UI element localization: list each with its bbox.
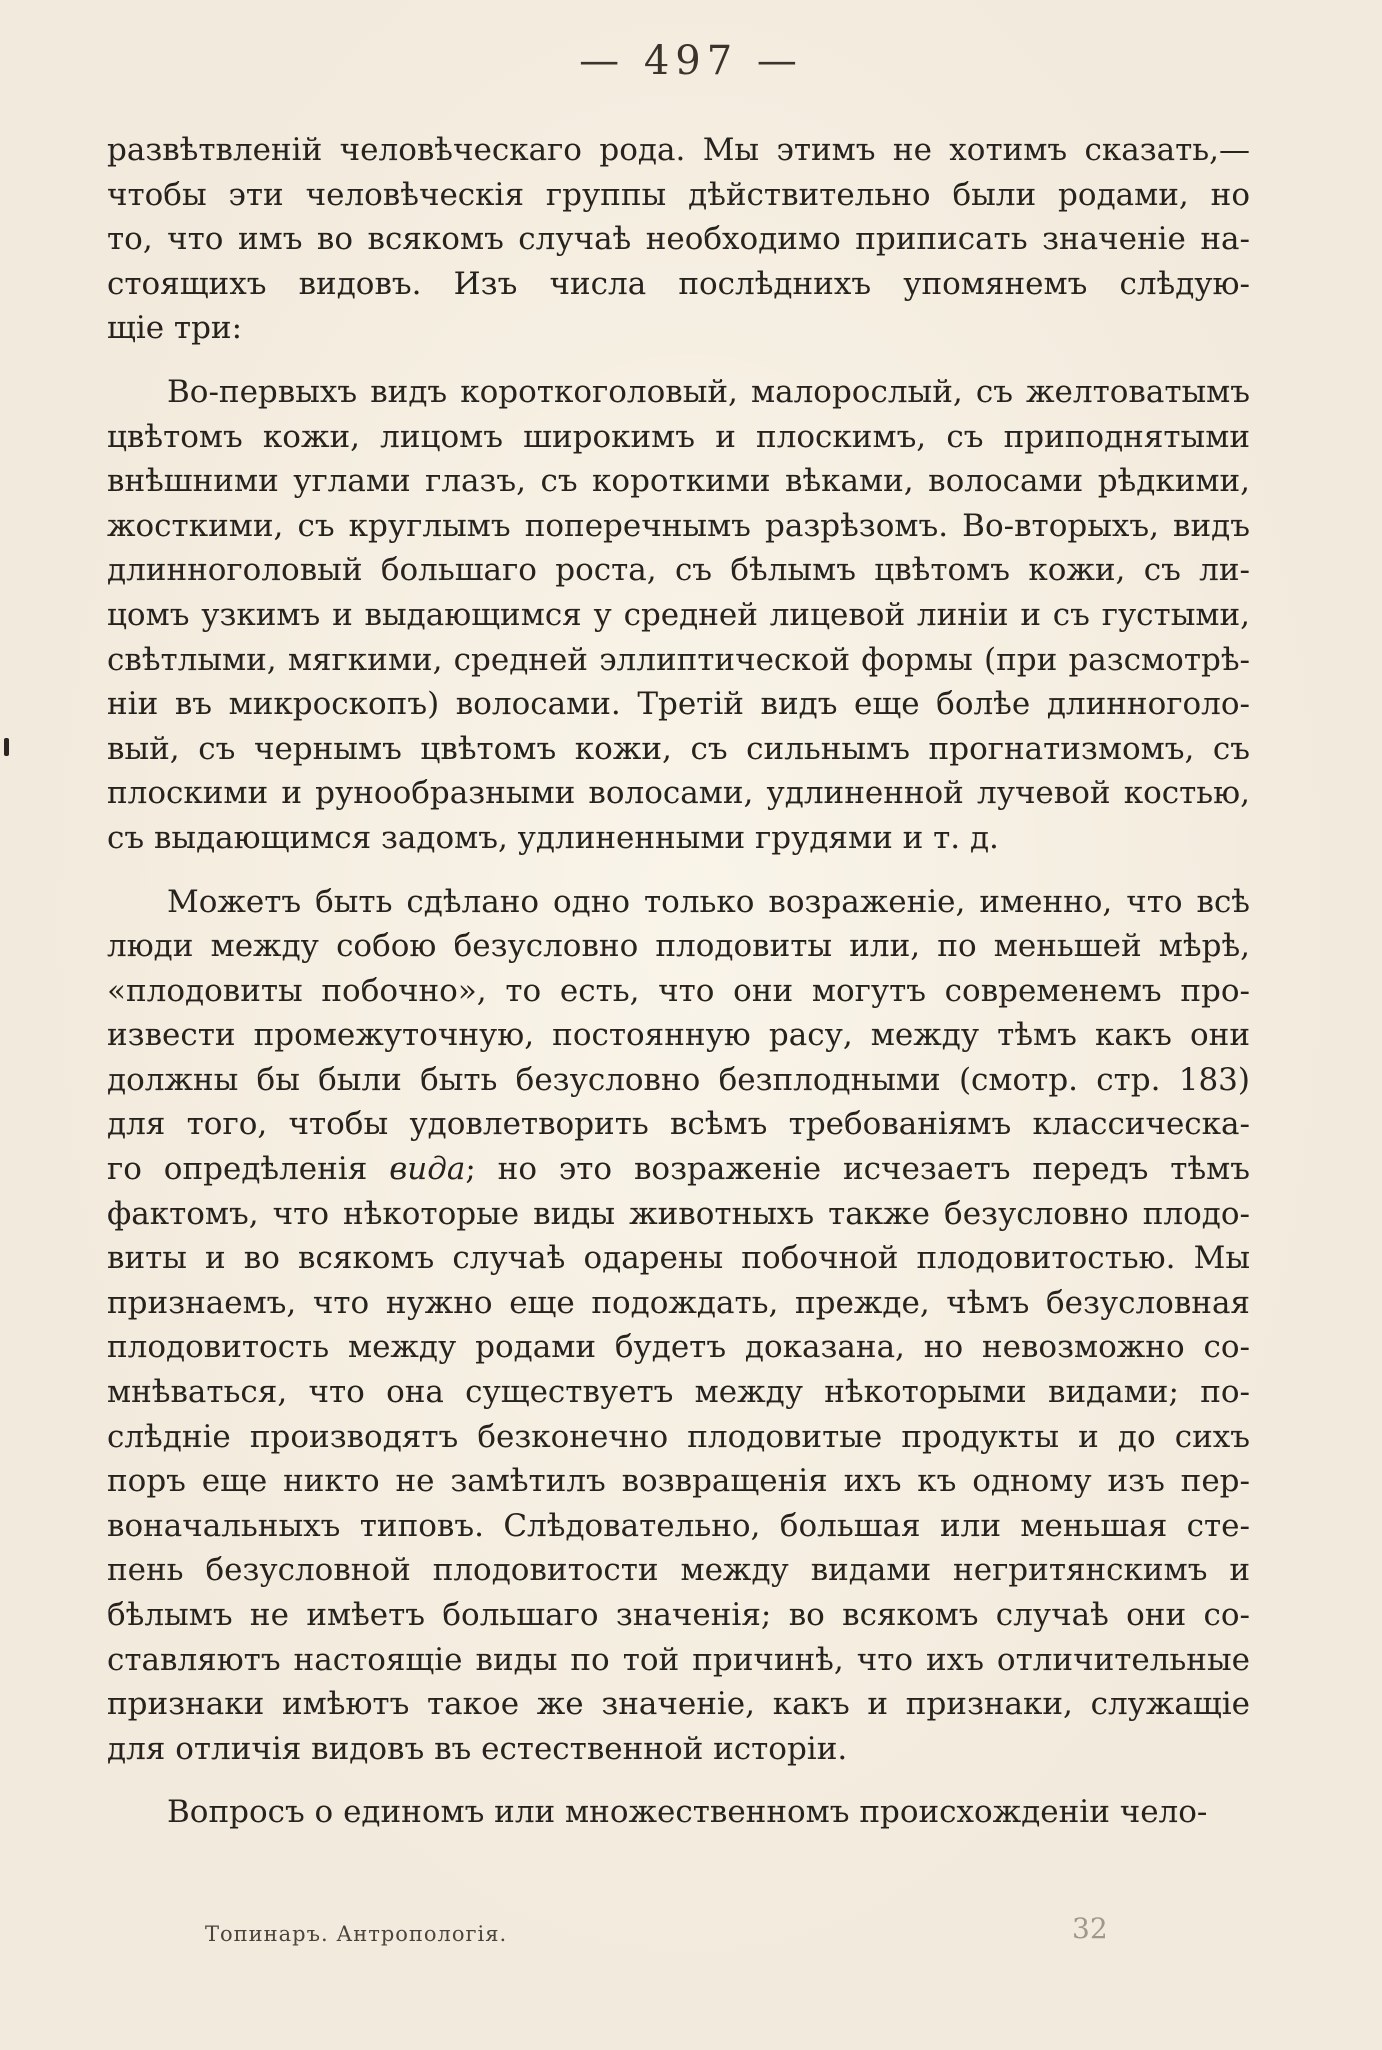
text-line: длинноголовый большаго роста, съ бѣлымъ цвѣтомъ кожи, съ ли- bbox=[107, 552, 1250, 589]
page-number: — 497 — bbox=[579, 38, 803, 84]
text-line: ставляютъ настоящіе виды по той причинѣ, что ихъ отличительные bbox=[107, 1641, 1250, 1678]
text-line: внѣшними углами глазъ, съ короткими вѣками, волосами рѣдкими, bbox=[107, 463, 1250, 500]
signature-mark: 32 bbox=[1072, 1912, 1108, 1945]
text-line: извести промежуточную, постоянную расу, между тѣмъ какъ они bbox=[107, 1017, 1250, 1054]
text-line: жосткими, съ круглымъ поперечнымъ разрѣзомъ. Во-вторыхъ, видъ bbox=[107, 507, 1250, 544]
text-line: Вопросъ о единомъ или множественномъ происхожденіи чело- bbox=[167, 1794, 1208, 1831]
text-line: «плодовиты побочно», то есть, что они могутъ современемъ про- bbox=[107, 972, 1250, 1009]
text-line: свѣтлыми, мягкими, средней эллиптической формы (при разсмотрѣ- bbox=[107, 641, 1250, 678]
text-line: для отличія видовъ въ естественной исторіи. bbox=[107, 1730, 848, 1767]
text-line: плодовитость между родами будетъ доказана, но невозможно со- bbox=[107, 1329, 1250, 1366]
text-line: должны бы были быть безусловно безплодными (смотр. стр. 183) bbox=[107, 1061, 1250, 1098]
text-line: цвѣтомъ кожи, лицомъ широкимъ и плоскимъ, съ приподнятыми bbox=[107, 418, 1250, 455]
running-footer: Топинаръ. Антропологія. bbox=[205, 1922, 508, 1946]
text-line: признаемъ, что нужно еще подождать, прежде, чѣмъ безусловная bbox=[107, 1284, 1250, 1321]
text-line: Во-первыхъ видъ короткоголовый, малорослый, съ желтоватымъ bbox=[167, 373, 1250, 410]
text-line: поръ еще никто не замѣтилъ возвращенія ихъ къ одному изъ пер- bbox=[107, 1463, 1250, 1500]
text-line: то, что имъ во всякомъ случаѣ необходимо приписать значеніе на- bbox=[107, 221, 1250, 258]
text-line: мнѣваться, что она существуетъ между нѣкоторыми видами; по- bbox=[107, 1374, 1250, 1411]
paragraph bbox=[107, 1790, 1250, 1835]
text-line: щіе три: bbox=[107, 310, 243, 347]
text-line: плоскими и рунообразными волосами, удлиненной лучевой костью, bbox=[107, 775, 1250, 812]
paragraph bbox=[107, 128, 1250, 351]
paragraph bbox=[107, 370, 1250, 861]
text-line: вый, съ чернымъ цвѣтомъ кожи, съ сильнымъ прогнатизмомъ, съ bbox=[107, 730, 1250, 767]
text-line: чтобы эти человѣческія группы дѣйствительно были родами, но bbox=[107, 176, 1250, 213]
text-line: цомъ узкимъ и выдающимся у средней лицевой линіи и съ густыми, bbox=[107, 596, 1250, 633]
text-line: виты и во всякомъ случаѣ одарены побочной плодовитостью. Мы bbox=[107, 1240, 1250, 1277]
text-line: развѣтвленій человѣческаго рода. Мы этимъ не хотимъ сказать,— bbox=[107, 132, 1250, 168]
text-line: бѣлымъ не имѣетъ большаго значенія; во всякомъ случаѣ они со- bbox=[107, 1597, 1250, 1633]
text-line: воначальныхъ типовъ. Слѣдовательно, большая или меньшая сте- bbox=[107, 1507, 1250, 1544]
margin-speck bbox=[4, 738, 9, 756]
text-line: люди между собою безусловно плодовиты или, по меньшей мѣрѣ, bbox=[107, 928, 1250, 965]
body-text bbox=[107, 128, 1250, 1835]
text-line: стоящихъ видовъ. Изъ числа послѣднихъ упомянемъ слѣдую- bbox=[107, 265, 1250, 302]
text-line: съ выдающимся задомъ, удлиненными грудями и т. д. bbox=[107, 819, 999, 856]
text-line: пень безусловной плодовитости между видами негритянскимъ и bbox=[107, 1552, 1250, 1589]
text-line: признаки имѣютъ такое же значеніе, какъ и признаки, служащіе bbox=[107, 1686, 1250, 1723]
text-line: го опредѣленія вида; но это возраженіе исчезаетъ передъ тѣмъ bbox=[107, 1151, 1250, 1188]
text-line: ніи въ микроскопъ) волосами. Третій видъ еще болѣе длинноголо- bbox=[107, 686, 1250, 723]
text-line: фактомъ, что нѣкоторые виды животныхъ также безусловно плодо- bbox=[107, 1195, 1250, 1232]
text-line: слѣдніе производятъ безконечно плодовитые продукты и до сихъ bbox=[107, 1418, 1250, 1455]
paragraph bbox=[107, 880, 1250, 1772]
text-line: для того, чтобы удовлетворить всѣмъ требованіямъ классическа- bbox=[107, 1106, 1250, 1143]
text-line: Можетъ быть сдѣлано одно только возраженіе, именно, что всѣ bbox=[167, 883, 1250, 920]
